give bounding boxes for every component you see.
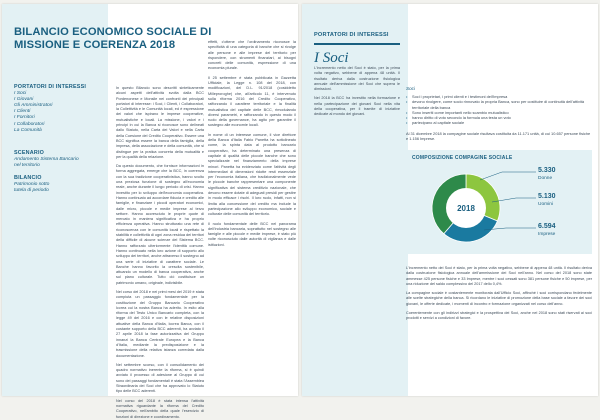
label-b-value: 5.130: [538, 193, 556, 200]
nav-item-comunita: La Comunità: [14, 127, 42, 133]
pie-chart: [406, 150, 592, 254]
pie-center-label: 2018: [457, 204, 475, 213]
section-divider: [314, 43, 400, 45]
compagine-chart-panel: [406, 150, 592, 254]
soci-heading: Soci: [406, 86, 415, 91]
nav-item-amministratori: Gli Amministratori: [14, 103, 53, 108]
nav-item-soci: I Soci: [14, 90, 27, 96]
nav-item-fornitori: I Fornitori: [14, 115, 35, 121]
right-page: [302, 4, 598, 396]
body-column-2: [208, 40, 296, 386]
bullet-item: • Sono inseriti come importanti nello scambio mutualistico: [406, 110, 592, 115]
section-title: I Soci: [314, 50, 349, 66]
bilancio-nav: [14, 175, 106, 194]
scenario-item-2: nel territorio: [14, 162, 40, 168]
intro-paragraph: Al 31 dicembre 2018 la compagine sociale risultava costituita da 11.171 unità, di cui 10.657 persone fisiche e 1.156 Imprese.: [406, 130, 591, 142]
scenario-nav: [14, 150, 106, 169]
soci-summary: [406, 86, 592, 141]
stakeholders-nav: [14, 84, 106, 134]
paragraph: Il ruolo fondamentale delle BCC nel panorama dell'industria bancaria, soprattutto nel sostegno alle famiglie e alle piccole e medie imprese, è stato più volte riconosciuto dalle autorità di vigilanza e dalle istituzioni.: [208, 221, 296, 247]
paragraph: Nel settembre scorso, con il consolidamento dei quadro normativo inerente la riforma, si è quindi avviato il processo di adesione al Gruppo di cui sono dei passaggi fondamentali è stata l'Assemblea Straordinaria dei Soci che ha approvato lo Statuto tipo delle BCC aderenti.: [116, 362, 204, 394]
bullet-item: • hanno diritto di voto secondo la formula una testa un voto: [406, 115, 592, 120]
chart-title: COMPOSIZIONE COMPAGINE SOCIALE: [412, 155, 513, 161]
section-tag: PORTATORI DI INTERESSI: [314, 32, 389, 38]
label-a-value: 5.330: [538, 167, 556, 174]
label-b-name: Uomini: [538, 202, 553, 207]
paragraph: L'incremento netto dei Soci è stato, per la prima volta negativo, sebbene di appena 48 unità. Il risultato deriva dalla costruzione fisiologica annuale dell'ammissione dei Soci nell'anno. Nel corso del 2018 sono state ammesse 425 persone fisiche e 33 Imprese, mentre i soci cessati sono 381 persone fisiche e 50 imprese, per una riduzione del saldo complessivo del 2017 dello 0,4%.: [406, 266, 592, 286]
stakeholders-heading: PORTATORI DI INTERESSI: [14, 84, 87, 90]
body-text-block: [406, 266, 592, 394]
sidebar-band: [2, 4, 108, 396]
paragraph: effetti, c'ottene che l'ordinamento riconosce la specificità di una categoria di banche che si rivolge alle persone e alle imprese del territorio per rispondere, con strumenti finanziari, ai bisogni concreti delle comunità, espressione di una economia plurale.: [208, 40, 296, 71]
paragraph: In questo Bilancio sono descritti sinteticamente alcuni aspetti dell'attività svolta dalla BCC Pordenonese e Monsile nei confronti dei principali portatori di interesse: i Soci, i Clienti, i Collaboratori, la Collettività e le Comunità locali, ed è espressione dei valori che ispirano le imprese cooperative, mutualistiche e locali. La missione, i valori e i principi in cui la Banca si riconosce sono delineati dallo Statuto, nella Carta dei Valori e nella Carta della Coesione del Credito Cooperativo. Essere una BCC significa essere la banca della famiglia, della impresa, della associazione e della comunità, che si distingue per la pratica concreta della mutualità e per la qualità della relazione.: [116, 86, 204, 159]
bilancio-heading: BILANCIO: [14, 175, 42, 181]
document-title: BILANCIO ECONOMICO SOCIALE DI MISSIONE E COERENZA 2018: [14, 26, 212, 52]
paragraph: Nel corso del 2018 è stata intensa l'attività normativa riguardante la riforma del Credito Cooperativo, nell'ambito della quale l'esercizio di funzioni di direzione e coordinamento.: [116, 398, 204, 419]
paragraph: Il 25 settembre è stata pubblicata in Gazzetta Ufficiale, la Legge n. 108 del 2018, con modificazioni, del D.L. 91/2018 (cosiddetto Milleproroghe) che, all'articolo 11, è intervenuto sulla riforma 2016 del Credito Cooperativo, rafforzando il carattere territoriale e la finalità mutualistica del capitale delle BCC, rimodulando diversi parametri, e rafforzando in questo modo il ruolo della governance, ha agito per garantire il sostegno alle economie locali.: [208, 75, 296, 128]
paragraph: La compagine sociale è costantemente monitorata dall'Ufficio Soci, affinché i soci corrispondano fedelmente alle scelte strategiche della banca. Si ricordano le iniziative di promozione della base sociale a favore dei soci giovani, le offerte dedicate, i momenti di incontro e formazione organizzati nel corso dell'anno.: [406, 291, 592, 306]
paragraph: Da questo documento, che fornisce informazioni in forma aggregata, emerge che la BCC, in coerenza con la sua tradizione cooperativistica, hanno svolto una preziosa funzione di sostegno all'economia reale, anche durante il lungo periodo di crisi. Hanno investito per lo sviluppo dell'economia cooperativa. Hanno continuato ad accordare fiducia e credito alle famiglie, e finanziare i piccoli operatori economici, dalle micro, piccole e medie imprese al terzo settore. Hanno accresciuto le proprie quote di mercato in maniera significativa e ha proprio efficienza operativa. Hanno strutturato una rete di riconoscenza con le comunità locali e rispettato la stabilità e collettività di ogni zona residua dei territori della difficile di alcune scienze del Sistema BCC. Hanno rafforzato ulteriormente l'identità comune. Hanno continuato nella loro azione di supporto allo sviluppo dei territori, anche attraverso il sostegno ad una serie di iniziative di carattere sociale. Le Banche hanno favorito la crescita sostenibile, attuando un modello di banca cooperativa, anche sul piano culturale. Tutto ciò costituisce un patrimonio umano, originale, indivisibile.: [116, 164, 204, 285]
bullet-item: • devono rivolgere, come socio rinnovato la propria Banca, sono per costituire di continuità dell'attività territoriale della banca: [406, 99, 592, 110]
scenario-heading: SCENARIO: [14, 150, 45, 156]
paragraph: Nel corso del 2018 e nei primi mesi del 2019 è stata compiuta un passaggio fondamentale per la costituzione del Gruppo Bancario Cooperativo Iccrea cui la nostra Banca ha aderito. In esito alla riforma del Testo Unico Bancario completa, con la legge 49 del 2016 e con le relative disposizioni attuative della Banca d'Italia, Iccrea Banca, con il costante supporto della BCC aderenti, ha avviato il 27 aprile 2018 la fase autorizzativa del Gruppo innanzi la Banca Centrale Europea e la Banca d'Italia, mediante la predisposizione e la trasmissione della relativa istanza corredata dalla documentazione.: [116, 289, 204, 358]
nav-item-collaboratori: I Collaboratori: [14, 121, 45, 127]
left-page: [2, 4, 298, 419]
side-column: [314, 66, 400, 396]
scenario-item-1: Andamento Sistema Bancario: [14, 156, 79, 162]
label-c-name: Imprese: [538, 232, 556, 237]
bullet-item: • partecipano al capitale sociale: [406, 120, 592, 125]
label-c-value: 6.594: [538, 223, 556, 230]
bilancio-item-1: Patrimonio sotto: [14, 181, 50, 187]
paragraph: Nel 2018 la BCC ha investito nella formazione e nella partecipazione dei giovani Soci nella vita della cooperativa, per il tramite di iniziative dedicate al mondo dei giovani.: [314, 96, 400, 117]
nav-item-clienti: I Clienti: [14, 109, 31, 115]
nav-item-giovani: I Giovani: [14, 96, 34, 102]
label-a-name: Donne: [538, 176, 553, 181]
bullet-item: • Soci i proprietari, i primi clienti e i testimoni dell'impresa: [406, 94, 592, 99]
bilancio-item-2: tutela di periodo: [14, 187, 49, 193]
leader-line: [480, 172, 536, 180]
paragraph: L'incremento netto dei Soci è stato, per la prima volta negativo, sebbene di appena 48 unità. Il risultato deriva dalla costruzione fisiologica annuale dell'ammissione dei Soci che supera le dimissioni.: [314, 66, 400, 92]
body-column-1: [116, 86, 204, 419]
paragraph: In nome di un interesse comune, il vice direttore della Banca d'Italia Fabio Panetta ha sottolineato come, la spinta data al prodotto bancario cooperativo, ha determinato una presenza di capitale di qualità delle piccole banche che sono specializzate nel finanziamento della imprese minori. Panetta ha evidenziato come l'attività degli intermediari di dimensioni ridotte resti essenziale per l'economia italiana, che tradizionalmente vede le piccole banche rappresentare una componente significativa del sistema creditizio nazionale, che devono essere dotate di adeguati presidi per gestire in modo efficace i rischi. Il loro ruolo, infatti, non si limita alla concessione del credito ma include la partecipazione allo sviluppo economico, sociale e culturale delle comunità del territorio.: [208, 132, 296, 217]
paragraph: Coerentemente con gli indirizzi strategici e la prospettiva dei Soci, anche nel 2018 sono stati riservati ai soci prodotti e servizi a condizioni di favore.: [406, 311, 592, 321]
